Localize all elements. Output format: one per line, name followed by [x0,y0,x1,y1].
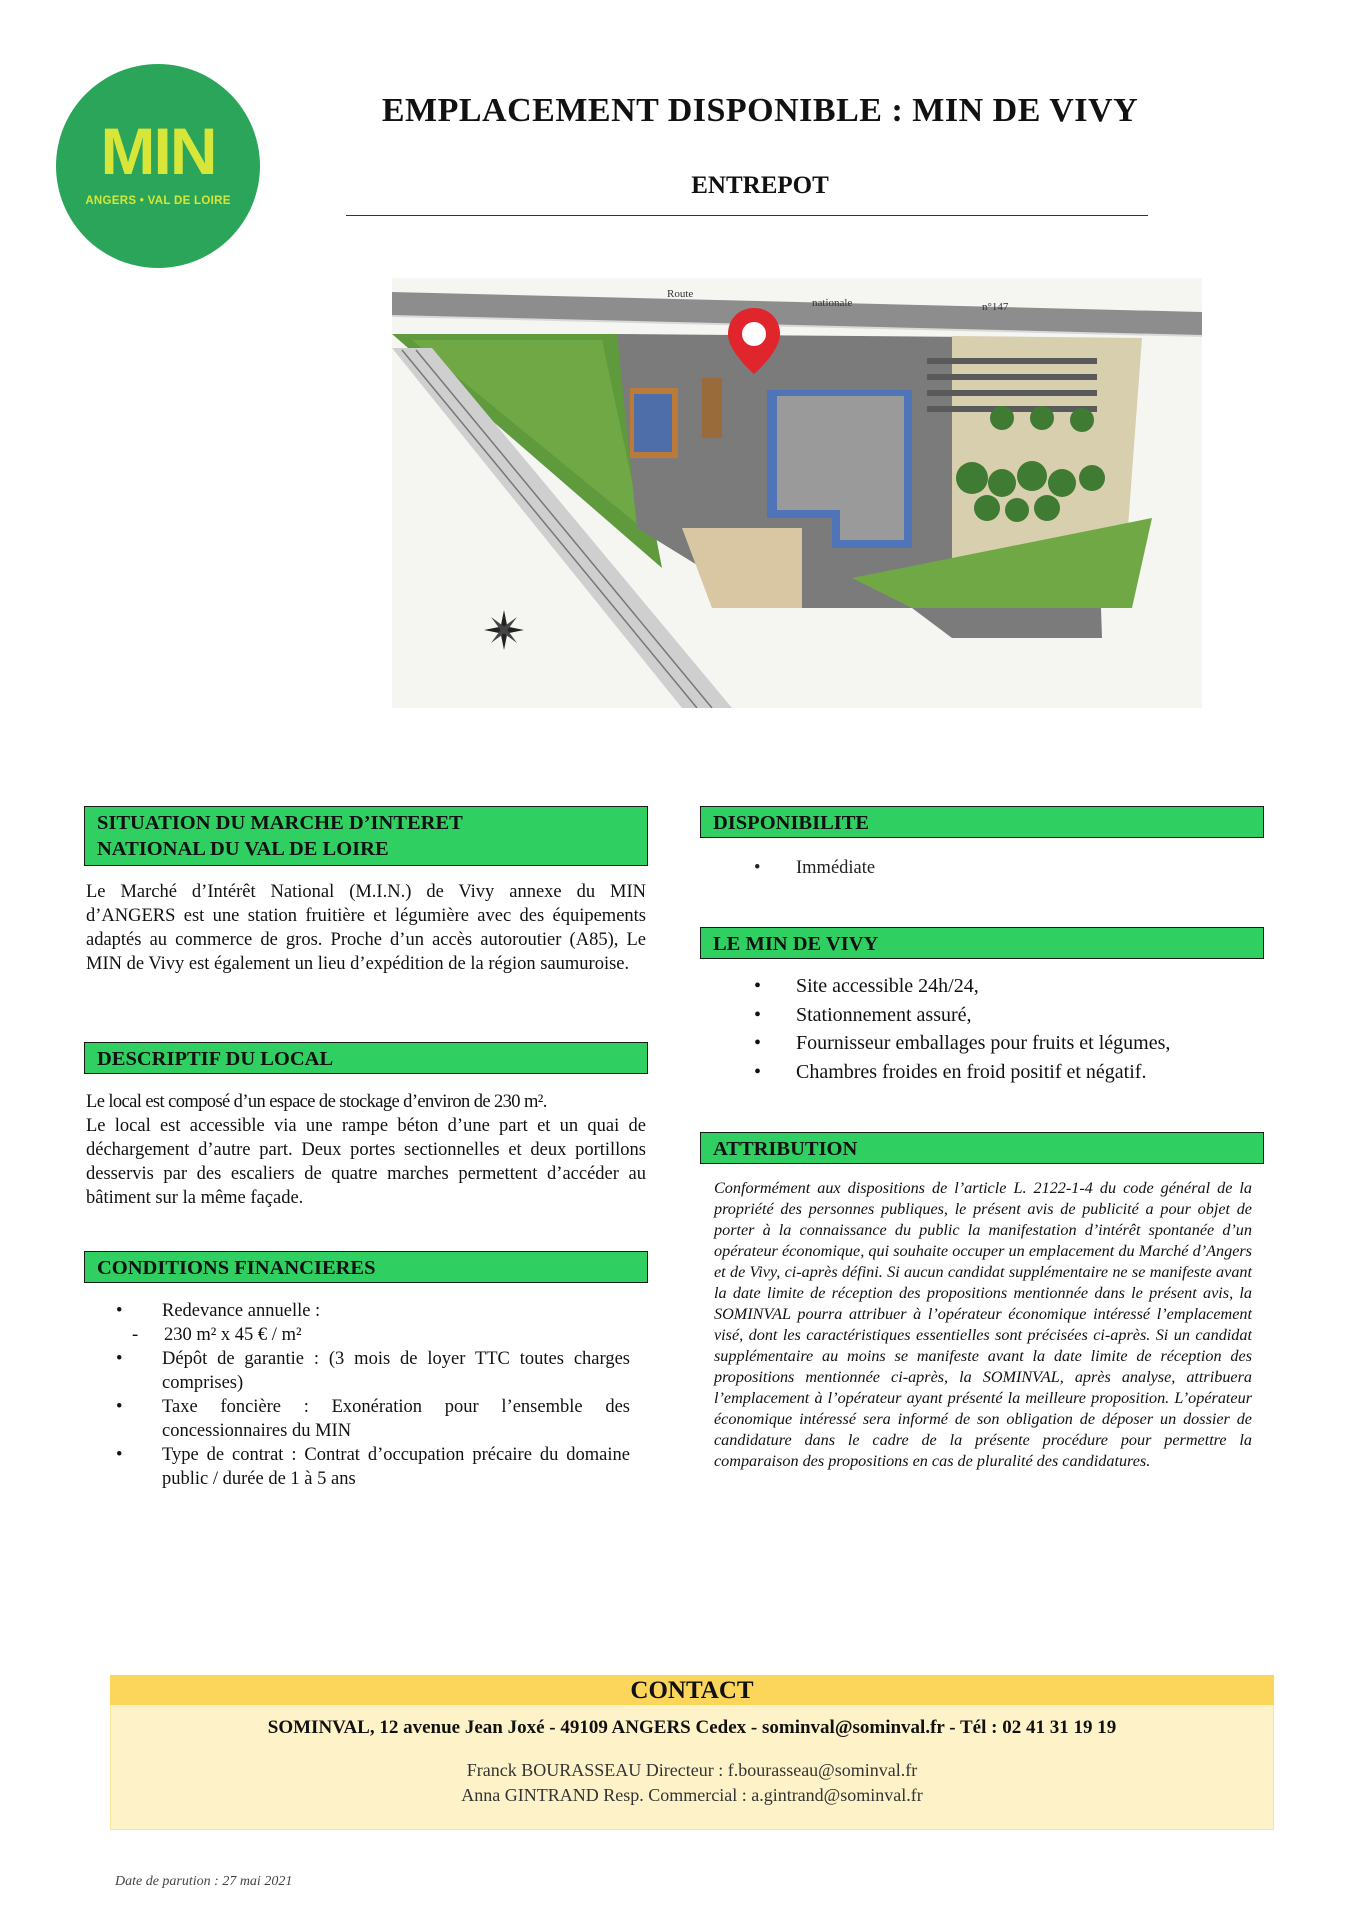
publication-date: Date de parution : 27 mai 2021 [115,1874,293,1889]
descriptif-body [86,1090,646,1210]
list-item [736,972,1266,1001]
bullet-icon: • [754,975,762,997]
situation-title-line2: NATIONAL DU VAL DE LOIRE [97,838,389,860]
conditions-item-contrat: Type de contrat : Contrat d’occupation précaire du domaine public / durée de 1 à 5 ans [162,1445,630,1489]
list-item [100,1395,630,1443]
page-title: EMPLACEMENT DISPONIBLE : MIN DE VIVY [381,92,1139,129]
logo-word: MIN [100,114,216,188]
disponibilite-list [736,856,1236,880]
bullet-icon: • [116,1301,123,1321]
disponibilite-item: Immédiate [796,858,876,878]
conditions-item-taxe: Taxe foncière : Exonération pour l’ensemble des concessionnaires du MIN [162,1397,630,1441]
list-item [736,1001,1266,1030]
conditions-subitem-text: 230 m² x 45 € / m² [164,1325,302,1345]
bullet-icon: • [754,1060,762,1083]
bullet-icon: • [116,1397,123,1417]
min-vivy-item: Fournisseur emballages pour fruits et légumes, [796,1032,1171,1054]
contact-person-commercial: Anna GINTRAND Resp. Commercial : a.gintrand@sominval.fr [461,1785,923,1805]
conditions-list [100,1299,630,1491]
bullet-icon: • [116,1445,123,1465]
situation-text: Le Marché d’Intérêt National (M.I.N.) de Vivy annexe du MIN d’ANGERS est une station fruitière et légumière avec des équipements adaptés au commerce de gros. Proche d’un accès autoroutier (A85), Le MIN de Vivy est également un lieu d’expédition de la région saumuroise. [86,882,646,974]
conditions-subitem [132,1323,630,1347]
list-item [100,1443,630,1491]
contact-box [110,1705,1274,1830]
list-item [736,1058,1266,1087]
bullet-icon: • [754,1003,762,1026]
contact-person-director: Franck BOURASSEAU Directeur : f.bourasseau@sominval.fr [466,1760,918,1780]
section-heading-attribution: ATTRIBUTION [700,1132,1264,1164]
road-label-route: Route [667,288,694,300]
contact-address-line: SOMINVAL, 12 avenue Jean Joxé - 49109 ANGERS Cedex - sominval@sominval.fr - Tél : 02 41 31 19 19 [267,1717,1117,1738]
list-item [100,1347,630,1395]
bullet-icon: • [754,858,761,878]
list-item [100,1299,630,1347]
attribution-text: Conformément aux dispositions de l’article L. 2122-1-4 du code général de la propriété des personnes publiques, le présent avis de publicité a pour objet de porter à la connaissance du public la manifestation d’intérêt spontanée d’un opérateur économique, qui souhaite occuper un emplacement du Marché d’Angers et de Vivy, ci-après défini. Si aucun candidat supplémentaire ne se manifeste avant la date limite de réception des propositions mentionnée dans le présent avis, la SOMINVAL pourra attribuer à l’opérateur économique intéressé l’emplacement visé, dont les caractéristiques essentielles sont précisées ci-après. Si un candidat supplémentaire au moins se manifeste avant la date limite de réception des propositions mentionnée ci-après, la SOMINVAL, après analyse, attribuera l’emplacement à l’opérateur ayant présenté la meilleure proposition. L’opérateur économique intéressé sera informé de son obligation de déposer un dossier de candidature dans le cadre de la présente procédure pour permettre la comparaison des propositions en cas de pluralité des candidatures. [714,1179,1252,1470]
min-vivy-item: Site accessible 24h/24, [796,975,979,997]
section-heading-disponibilite: DISPONIBILITE [700,806,1264,838]
section-heading-situation [84,806,648,866]
conditions-item-depot: Dépôt de garantie : (3 mois de loyer TTC toutes charges comprises) [162,1349,630,1393]
road-label-number: n°147 [982,301,1009,313]
list-item [736,1029,1266,1058]
min-vivy-item: Chambres froides en froid positif et négatif. [796,1060,1147,1083]
logo-subtitle: ANGERS • VAL DE LOIRE [85,195,231,207]
site-plan-image [392,278,1202,708]
conditions-item-redevance: Redevance annuelle : [162,1301,321,1321]
min-vivy-list [736,972,1266,1086]
bullet-icon: • [754,1032,762,1054]
list-item [736,856,1236,880]
dash-icon: - [132,1325,139,1345]
road-label-nationale: nationale [812,297,853,309]
title-divider [346,215,1148,216]
section-heading-min-vivy: LE MIN DE VIVY [700,927,1264,959]
min-logo [56,64,260,268]
section-heading-conditions: CONDITIONS FINANCIERES [84,1251,648,1283]
contact-heading: CONTACT [110,1675,1274,1705]
section-heading-descriptif: DESCRIPTIF DU LOCAL [84,1042,648,1074]
min-vivy-item: Stationnement assuré, [796,1003,972,1026]
situation-title-line1: SITUATION DU MARCHE D’INTERET [97,812,463,834]
descriptif-text: Le local est accessible via une rampe béton d’une part et un quai de déchargement d’autre part. Deux portes sectionnelles et deux portillons desservis par des escaliers de quatre marches permettent d’accéder au bâtiment sur la même façade. [86,1116,646,1208]
bullet-icon: • [116,1349,123,1369]
descriptif-surface-line: Le local est composé d’un espace de stockage d’environ de 230 m². [86,1092,547,1112]
page-subtitle: ENTREPOT [691,172,829,199]
